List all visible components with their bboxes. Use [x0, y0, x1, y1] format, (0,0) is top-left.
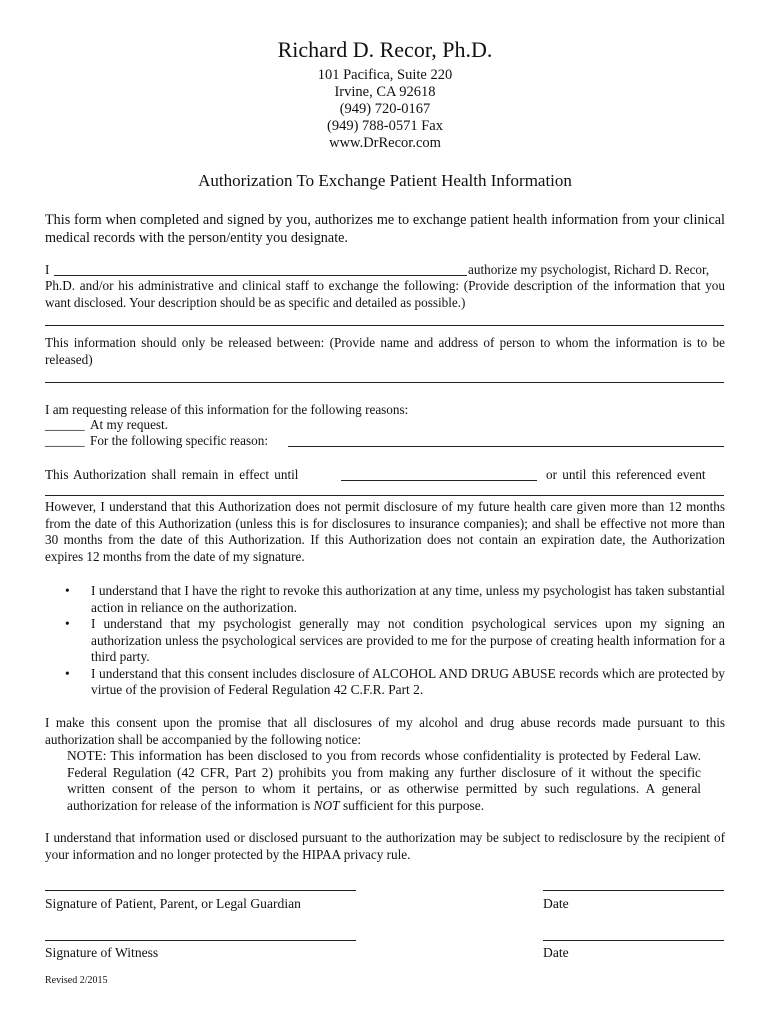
witness-signature-field[interactable]: [45, 940, 356, 941]
federal-notice: NOTE: This information has been disclosed to you from records whose confidentiality is protected by Federal Law. Federal Regulation (42 CFR, Part 2) prohibits you from making any further disclosure of it without the specific written consent of the person to whom it pertains, or as otherwise permitted by such regulations. A general authorization for release of the information is NOT sufficient for this purpose.: [67, 748, 701, 813]
witness-date-field[interactable]: [543, 940, 724, 941]
reason-1-checkbox-blank[interactable]: ______: [45, 417, 85, 432]
redisclosure-paragraph: I understand that information used or disclosed pursuant to the authorization may be subject to redisclosure by the recipient of your information and no longer protected by the HIPAA privacy rule.: [45, 830, 725, 862]
bullet-icon: •: [65, 583, 70, 598]
list-item: • I understand that I have the right to revoke this authorization at any time, unless my psychologist has taken substantial action in reliance on the authorization.: [65, 583, 725, 615]
referenced-event-field[interactable]: [45, 495, 724, 496]
witness-date-label: Date: [543, 945, 569, 960]
patient-signature-label: Signature of Patient, Parent, or Legal Guardian: [45, 896, 301, 911]
bullet-icon: •: [65, 665, 70, 681]
patient-date-field[interactable]: [543, 890, 724, 891]
effect-until-text: This Authorization shall remain in effect until: [45, 467, 299, 482]
reasons-heading: I am requesting release of this information for the following reasons:: [45, 402, 409, 417]
website: www.DrRecor.com: [329, 135, 441, 151]
auth-prefix: I: [45, 262, 50, 277]
reason-2-label: For the following specific reason:: [90, 433, 268, 448]
not-emphasis: NOT: [313, 797, 340, 813]
release-between-text: This information should only be released between: (Provide name and address of person to whom the information is to be released): [45, 335, 725, 367]
bullet-icon: •: [65, 616, 70, 631]
patient-signature-field[interactable]: [45, 890, 356, 891]
auth-text-rest: Ph.D. and/or his administrative and clinical staff to exchange the following: (Provide description of the information that you want disclosed. Your description should be as specific and detailed as possible.): [45, 278, 725, 310]
patient-name-field[interactable]: [54, 275, 467, 276]
form-title: Authorization To Exchange Patient Health Information: [198, 171, 572, 190]
phone-number: (949) 720-0167: [339, 101, 431, 117]
however-paragraph: However, I understand that this Authorization does not permit disclosure of my future health care given more than 12 months from the date of this Authorization (unless this is for disclosures to insurance companies); and shall be effective not more than 30 months from the date of this Authorization. If this Authorization does not contain an expiration date, the Authorization expires 12 months from the date of my signature.: [45, 499, 725, 564]
auth-text-line1: authorize my psychologist, Richard D. Recor,: [468, 262, 710, 277]
reason-1-label: At my request.: [90, 417, 169, 432]
address-line-2: Irvine, CA 92618: [334, 84, 436, 100]
list-item: • I understand that this consent includes disclosure of ALCOHOL AND DRUG ABUSE records which are protected by virtue of the provision of Federal Regulation 42 C.F.R. Part 2.: [65, 665, 725, 697]
reason-2-checkbox-blank[interactable]: ______: [45, 433, 85, 448]
address-line-1: 101 Pacifica, Suite 220: [317, 67, 453, 83]
intro-paragraph: This form when completed and signed by you, authorizes me to exchange patient health information from your clinical medical records with the person/entity you designate.: [45, 212, 725, 246]
information-description-field[interactable]: [45, 325, 724, 326]
patient-date-label: Date: [543, 896, 569, 911]
expiration-date-field[interactable]: [341, 480, 537, 481]
revision-date: Revised 2/2015: [45, 975, 108, 986]
release-recipient-field[interactable]: [45, 382, 724, 383]
list-item: • I understand that my psychologist generally may not condition psychological services upon my signing an authorization unless the psychological services are provided to me for the purpose of creating health information for a third party.: [65, 616, 725, 664]
fax-number: (949) 788-0571 Fax: [327, 118, 443, 134]
practitioner-name: Richard D. Recor, Ph.D.: [277, 37, 493, 62]
consent-paragraph: I make this consent upon the promise that all disclosures of my alcohol and drug abuse records made pursuant to this authorization shall be accompanied by the following notice:: [45, 715, 725, 747]
specific-reason-field[interactable]: [288, 446, 724, 447]
witness-signature-label: Signature of Witness: [45, 945, 159, 960]
acknowledgement-list: [65, 583, 725, 699]
referenced-event-text: or until this referenced event: [546, 467, 706, 482]
